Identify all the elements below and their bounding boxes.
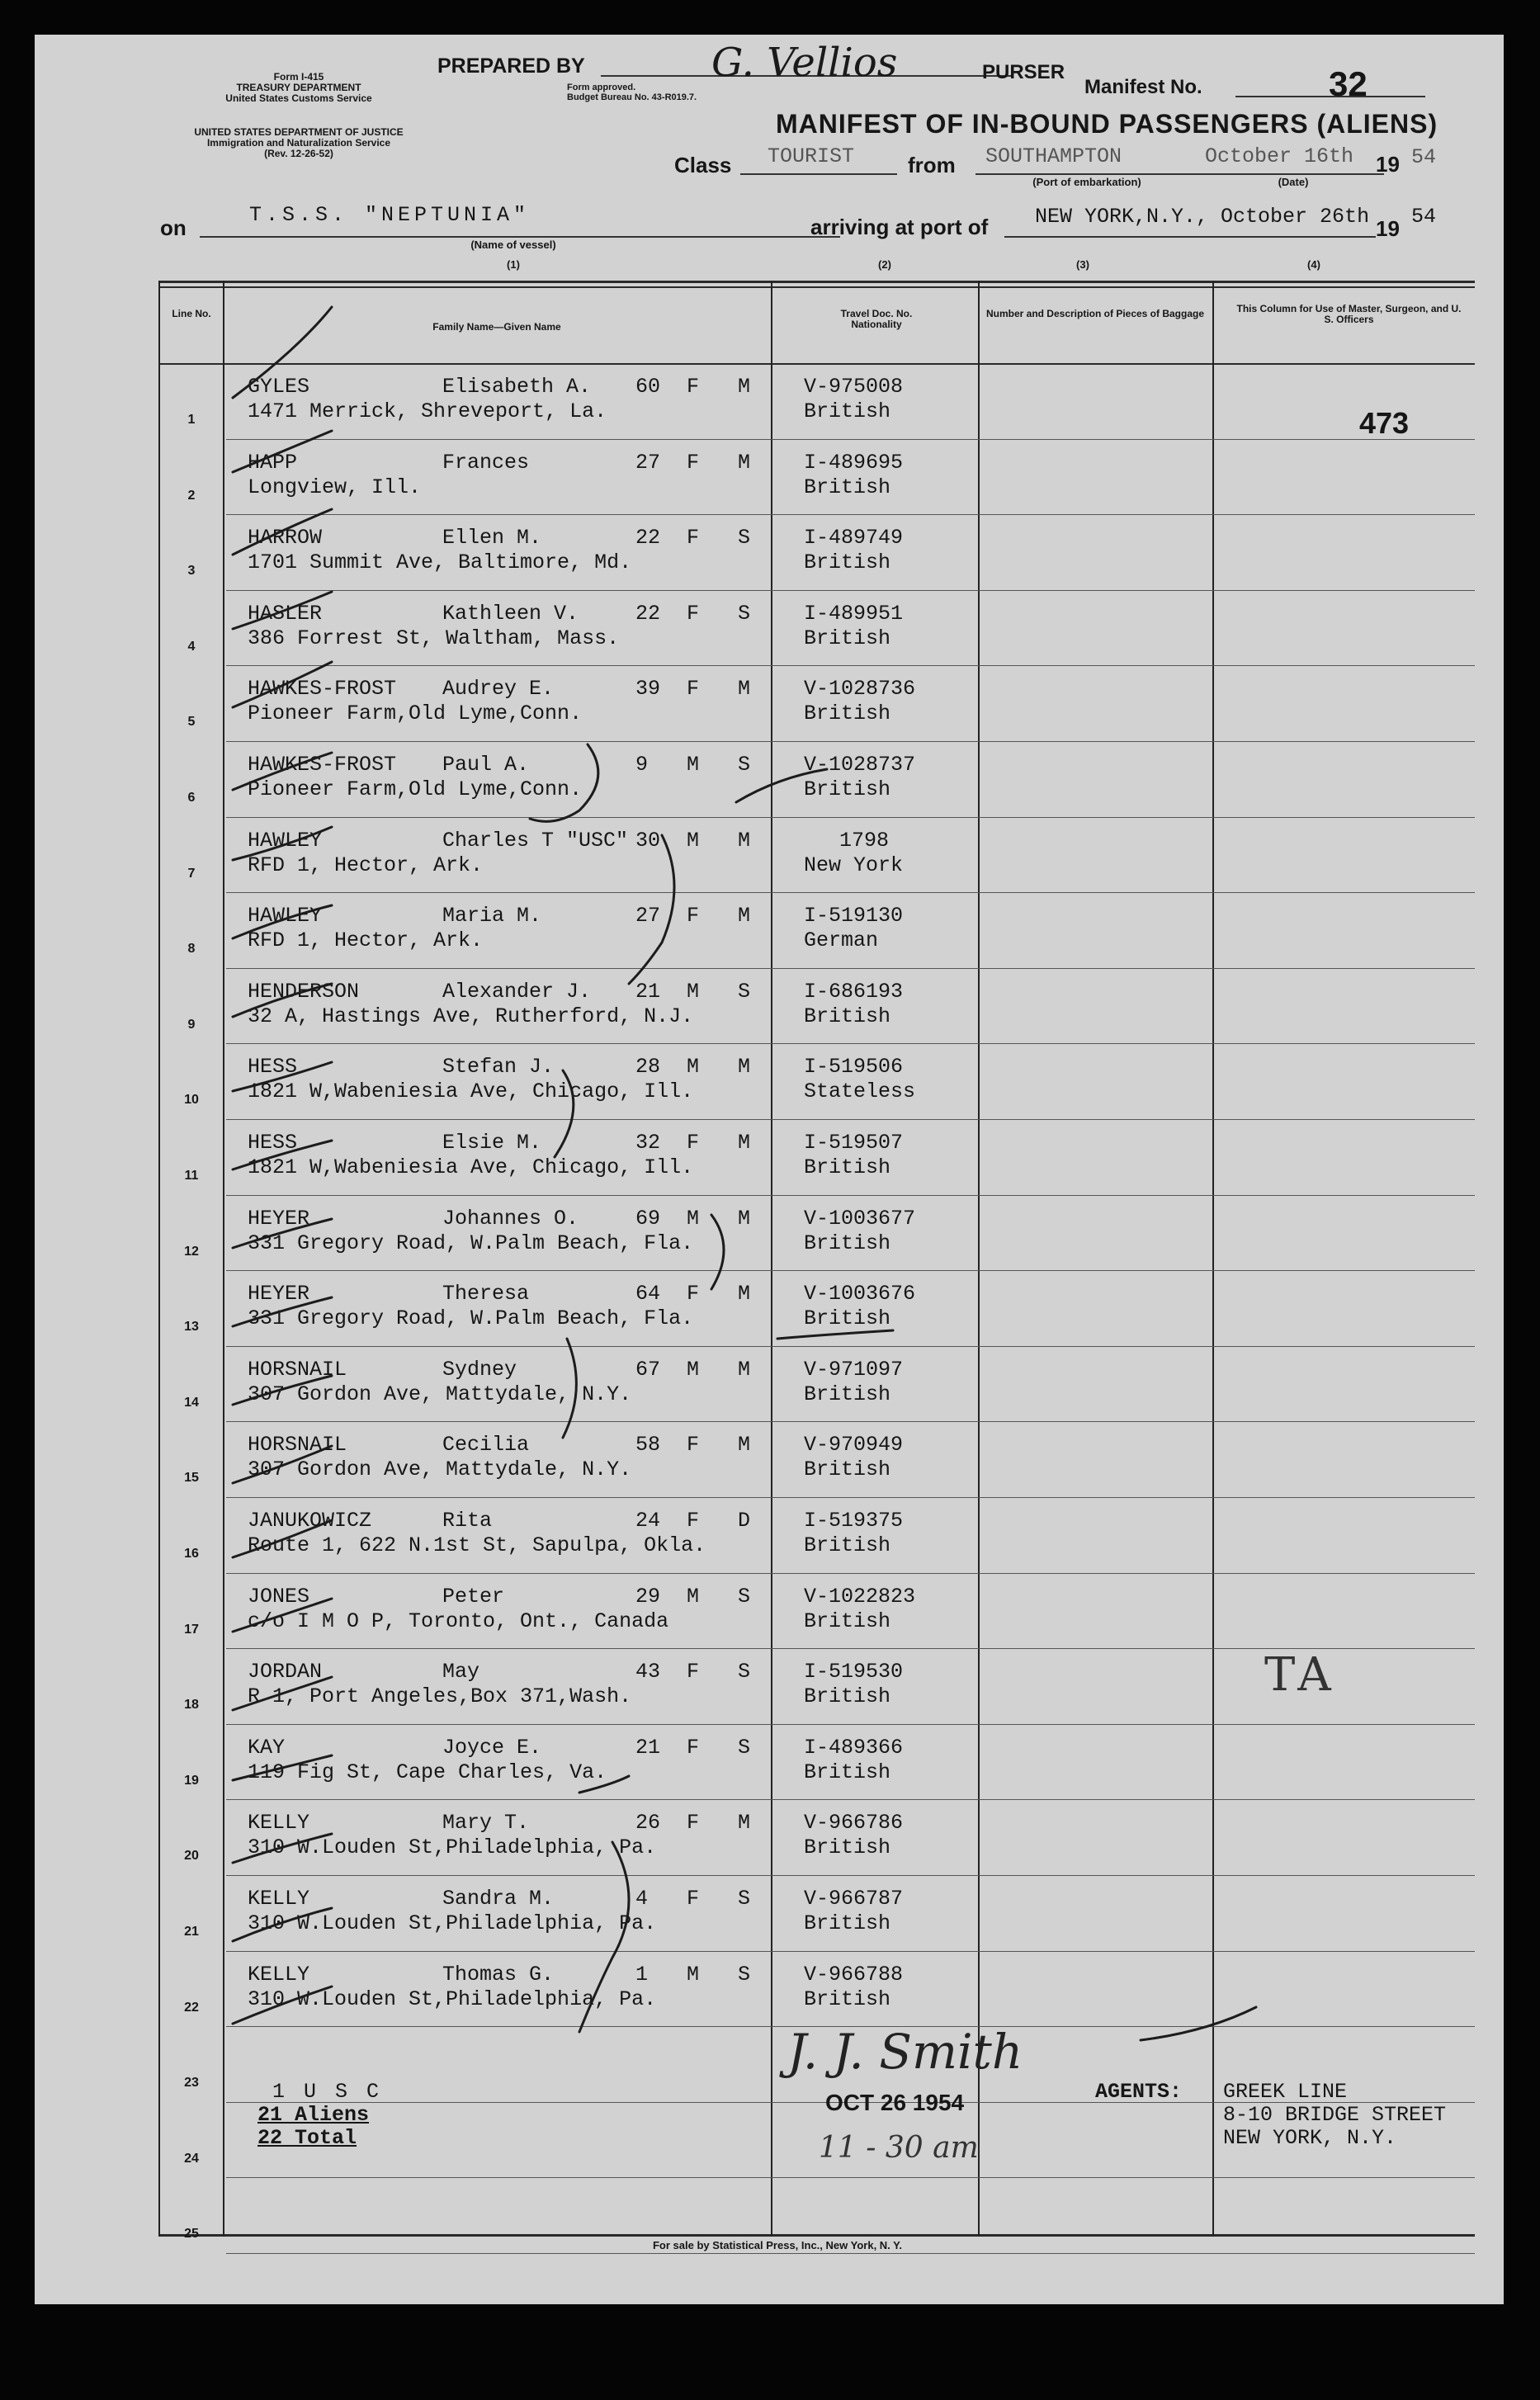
nationality: British [804, 475, 891, 499]
col-header-name: Family Name—Given Name [432, 321, 561, 333]
line-number: 17 [184, 1622, 199, 1637]
address: c/o I M O P, Toronto, Ont., Canada [248, 1609, 669, 1633]
from-label: from [908, 153, 956, 177]
col-marker-2: (2) [878, 258, 891, 271]
age: 30 [635, 828, 661, 853]
agents-label: AGENTS: [1095, 2080, 1183, 2104]
address: R 1, Port Angeles,Box 371,Wash. [248, 1684, 632, 1709]
vessel-caption: (Name of vessel) [470, 239, 556, 251]
travel-doc-number: V-966786 [804, 1811, 904, 1835]
col-marker-1: (1) [507, 258, 520, 271]
sex: F [687, 1811, 700, 1835]
given-name: Alexander J. [442, 979, 592, 1004]
age: 1 [635, 1962, 649, 1987]
marital-status: M [738, 1357, 751, 1382]
family-name: HAWLEY [248, 904, 323, 928]
marital-status: D [738, 1509, 751, 1533]
sex: F [687, 1887, 700, 1911]
travel-doc-number: V-1022823 [804, 1584, 916, 1609]
arriving-label: arriving at port of [810, 215, 989, 239]
age: 32 [635, 1131, 661, 1155]
family-name: HORSNAIL [248, 1433, 347, 1457]
given-name: Thomas G. [442, 1962, 555, 1987]
nationality: British [804, 1231, 891, 1255]
address: Pioneer Farm,Old Lyme,Conn. [248, 777, 583, 801]
sex: F [687, 1433, 700, 1457]
customs-service: United States Customs Service [225, 92, 372, 104]
age: 26 [635, 1811, 661, 1835]
manifest-number: 32 [1329, 64, 1368, 103]
given-name: Sydney [442, 1357, 517, 1382]
travel-doc-number: V-966787 [804, 1887, 904, 1911]
vessel-name: T.S.S. "NEPTUNIA" [249, 203, 531, 227]
col-header-baggage: Number and Description of Pieces of Baggage [985, 308, 1205, 319]
arrival-time-note: 11 - 30 am [819, 2131, 979, 2165]
nationality: British [804, 777, 891, 801]
age: 21 [635, 979, 661, 1004]
line-number: 22 [184, 2000, 199, 2015]
nationality: British [804, 1684, 891, 1709]
form-number: Form I-415 [273, 71, 324, 83]
sex: M [687, 1962, 700, 1987]
family-name: HAPP [248, 450, 298, 475]
summary-total: 22 Total [257, 2126, 357, 2150]
given-name: Sandra M. [442, 1887, 555, 1911]
sex: M [687, 979, 700, 1004]
agents-line-3: NEW YORK, N.Y. [1223, 2126, 1397, 2150]
marital-status: M [738, 1811, 751, 1835]
address: 310 W.Louden St,Philadelphia, Pa. [248, 1987, 657, 2011]
marital-status: S [738, 1660, 751, 1684]
address: 119 Fig St, Cape Charles, Va. [248, 1760, 607, 1784]
line-number: 24 [184, 2151, 199, 2166]
nationality: British [804, 550, 891, 575]
age: 43 [635, 1660, 661, 1684]
given-name: Paul A. [442, 753, 530, 777]
nationality: British [804, 1004, 891, 1028]
sex: F [687, 904, 700, 928]
year-prefix: 19 [1376, 152, 1400, 177]
given-name: Ellen M. [442, 526, 542, 550]
class-value: TOURIST [768, 144, 855, 168]
arrival-year-prefix: 19 [1376, 216, 1400, 241]
officer-note-ta: TA [1264, 1648, 1336, 1702]
sex: F [687, 1282, 700, 1306]
line-number: 14 [184, 1395, 199, 1410]
treasury-dept: TREASURY DEPARTMENT [236, 82, 361, 93]
address: Longview, Ill. [248, 475, 422, 499]
embarkation-year: 54 [1411, 145, 1437, 169]
sex: M [687, 1357, 700, 1382]
agents-line-1: GREEK LINE [1223, 2080, 1348, 2104]
sex: F [687, 1735, 700, 1760]
line-number: 23 [184, 2076, 199, 2091]
line-number: 25 [184, 2227, 199, 2242]
nationality: British [804, 1987, 891, 2011]
age: 64 [635, 1282, 661, 1306]
address: 32 A, Hastings Ave, Rutherford, N.J. [248, 1004, 694, 1028]
arrival-year: 54 [1411, 205, 1437, 229]
marital-status: M [738, 828, 751, 853]
sex: F [687, 601, 700, 626]
family-name: HESS [248, 1055, 298, 1080]
nationality: British [804, 626, 891, 650]
family-name: KELLY [248, 1962, 310, 1987]
family-name: GYLES [248, 375, 310, 399]
sex: F [687, 526, 700, 550]
purser-label: PURSER [982, 61, 1065, 83]
marital-status: S [738, 1887, 751, 1911]
address: 307 Gordon Ave, Mattydale, N.Y. [248, 1457, 632, 1482]
travel-doc-number: I-489695 [804, 450, 904, 475]
marital-status: S [738, 526, 751, 550]
nationality: British [804, 1533, 891, 1557]
family-name: JANUKOWICZ [248, 1509, 372, 1533]
budget-bureau: Budget Bureau No. 43-R019.7. [567, 92, 697, 102]
marital-status: S [738, 979, 751, 1004]
address: 1821 W,Wabeniesia Ave, Chicago, Ill. [248, 1080, 694, 1104]
family-name: HORSNAIL [248, 1357, 347, 1382]
age: 24 [635, 1509, 661, 1533]
family-name: HEYER [248, 1206, 310, 1231]
line-number: 12 [184, 1244, 199, 1259]
age: 69 [635, 1206, 661, 1231]
travel-doc-number: V-1028736 [804, 677, 916, 702]
family-name: KAY [248, 1735, 286, 1760]
marital-status: M [738, 1206, 751, 1231]
address: 310 W.Louden St,Philadelphia, Pa. [248, 1835, 657, 1860]
nationality: British [804, 1155, 891, 1179]
manifest-no-label: Manifest No. [1084, 76, 1202, 98]
nationality: British [804, 1609, 891, 1633]
address: 331 Gregory Road, W.Palm Beach, Fla. [248, 1306, 694, 1331]
officer-note-473: 473 [1359, 406, 1410, 440]
col-marker-3: (3) [1076, 258, 1089, 271]
age: 27 [635, 904, 661, 928]
family-name: KELLY [248, 1811, 310, 1835]
line-number: 20 [184, 1849, 199, 1864]
age: 58 [635, 1433, 661, 1457]
col-header-line-no: Line No. [172, 308, 211, 319]
family-name: KELLY [248, 1887, 310, 1911]
travel-doc-number: V-966788 [804, 1962, 904, 1987]
sex: F [687, 1660, 700, 1684]
form-approved: Form approved. [567, 83, 636, 92]
family-name: JORDAN [248, 1660, 323, 1684]
purser-signature: G. Vellios [711, 40, 898, 86]
line-number: 8 [187, 942, 196, 957]
address: 310 W.Louden St,Philadelphia, Pa. [248, 1911, 657, 1935]
nationality: British [804, 1457, 891, 1482]
line-number: 6 [187, 791, 196, 805]
marital-status: M [738, 677, 751, 702]
given-name: Frances [442, 450, 530, 475]
sex: F [687, 450, 700, 475]
given-name: Stefan J. [442, 1055, 555, 1080]
given-name: Theresa [442, 1282, 530, 1306]
address: 1701 Summit Ave, Baltimore, Md. [248, 550, 632, 575]
line-number: 3 [187, 564, 196, 579]
travel-doc-number: V-1003677 [804, 1206, 916, 1231]
given-name: Charles T "USC" [442, 828, 629, 853]
nationality: British [804, 1911, 891, 1935]
col-header-travel-doc: Travel Doc. No. Nationality [840, 308, 913, 330]
age: 29 [635, 1584, 661, 1609]
line-number: 11 [184, 1169, 199, 1183]
line-number: 18 [184, 1698, 199, 1713]
manifest-sheet [35, 35, 1504, 2304]
line-number: 2 [187, 488, 196, 503]
family-name: HENDERSON [248, 979, 360, 1004]
on-label: on [160, 215, 187, 240]
manifest-title: MANIFEST OF IN-BOUND PASSENGERS (ALIENS) [776, 109, 1438, 139]
given-name: Cecilia [442, 1433, 530, 1457]
sex: M [687, 1055, 700, 1080]
age: 39 [635, 677, 661, 702]
address: Pioneer Farm,Old Lyme,Conn. [248, 702, 583, 726]
travel-doc-number: V-975008 [804, 375, 904, 399]
address: 386 Forrest St, Waltham, Mass. [248, 626, 620, 650]
given-name: Maria M. [442, 904, 542, 928]
line-number: 13 [184, 1320, 199, 1335]
inspector-signature: J. J. Smith [787, 2024, 1023, 2080]
marital-status: S [738, 1735, 751, 1760]
printer-imprint: For sale by Statistical Press, Inc., New York, N. Y. [652, 2239, 903, 2251]
marital-status: S [738, 1962, 751, 1987]
marital-status: S [738, 753, 751, 777]
nationality: German [804, 928, 879, 953]
given-name: May [442, 1660, 480, 1684]
date-caption: (Date) [1278, 176, 1309, 188]
nationality: British [804, 1760, 891, 1784]
family-name: JONES [248, 1584, 310, 1609]
nationality: New York [804, 853, 904, 877]
address: 331 Gregory Road, W.Palm Beach, Fla. [248, 1231, 694, 1255]
given-name: Elsie M. [442, 1131, 542, 1155]
age: 22 [635, 526, 661, 550]
travel-doc-number: I-489749 [804, 526, 904, 550]
age: 67 [635, 1357, 661, 1382]
family-name: HAWLEY [248, 828, 323, 853]
age: 21 [635, 1735, 661, 1760]
marital-status: M [738, 904, 751, 928]
justice-dept: UNITED STATES DEPARTMENT OF JUSTICE [194, 126, 404, 138]
age: 27 [635, 450, 661, 475]
port-caption: (Port of embarkation) [1032, 176, 1141, 188]
port-of-embarkation: SOUTHAMPTON [985, 144, 1122, 168]
travel-doc-number: 1798 [839, 828, 890, 853]
age: 9 [635, 753, 649, 777]
family-name: HAWKES-FROST [248, 677, 397, 702]
travel-doc-number: I-686193 [804, 979, 904, 1004]
immigration-service: Immigration and Naturalization Service [206, 137, 391, 149]
line-number: 7 [187, 866, 196, 881]
prepared-by-label: PREPARED BY [437, 54, 585, 78]
family-name: HESS [248, 1131, 298, 1155]
summary-usc: 1 U S C [272, 2080, 383, 2104]
family-name: HEYER [248, 1282, 310, 1306]
sex: F [687, 1131, 700, 1155]
arrival-port-date: NEW YORK,N.Y., October 26th [1035, 205, 1370, 229]
address: 1821 W,Wabeniesia Ave, Chicago, Ill. [248, 1155, 694, 1179]
given-name: Audrey E. [442, 677, 555, 702]
travel-doc-number: V-1028737 [804, 753, 916, 777]
travel-doc-number: V-1003676 [804, 1282, 916, 1306]
form-revision: (Rev. 12-26-52) [264, 148, 333, 159]
nationality: British [804, 1835, 891, 1860]
line-number: 9 [187, 1017, 196, 1032]
agents-line-2: 8-10 BRIDGE STREET [1223, 2103, 1447, 2127]
given-name: Johannes O. [442, 1206, 579, 1231]
sex: M [687, 828, 700, 853]
marital-status: M [738, 1055, 751, 1080]
given-name: Kathleen V. [442, 601, 579, 626]
travel-doc-number: I-489366 [804, 1735, 904, 1760]
sex: M [687, 1584, 700, 1609]
sex: M [687, 753, 700, 777]
line-number: 5 [187, 715, 196, 730]
given-name: Elisabeth A. [442, 375, 592, 399]
travel-doc-number: I-519530 [804, 1660, 904, 1684]
age: 28 [635, 1055, 661, 1080]
col-header-officers: This Column for Use of Master, Surgeon, and U. S. Officers [1236, 303, 1462, 325]
nationality: British [804, 399, 891, 423]
address: Route 1, 622 N.1st St, Sapulpa, Okla. [248, 1533, 706, 1557]
age: 4 [635, 1887, 649, 1911]
line-number: 21 [184, 1925, 199, 1939]
family-name: HAWKES-FROST [248, 753, 397, 777]
travel-doc-number: I-489951 [804, 601, 904, 626]
line-number: 1 [187, 413, 196, 427]
nationality: British [804, 1306, 891, 1331]
marital-status: S [738, 1584, 751, 1609]
col-marker-4: (4) [1307, 258, 1320, 271]
sex: F [687, 677, 700, 702]
line-number: 4 [187, 639, 196, 654]
line-number: 16 [184, 1547, 199, 1561]
family-name: HARROW [248, 526, 323, 550]
given-name: Joyce E. [442, 1735, 542, 1760]
marital-status: M [738, 450, 751, 475]
class-label: Class [674, 153, 732, 177]
marital-status: S [738, 601, 751, 626]
embarkation-date: October 16th [1205, 144, 1354, 168]
travel-doc-number: V-971097 [804, 1357, 904, 1382]
address: RFD 1, Hector, Ark. [248, 853, 484, 877]
travel-doc-number: I-519507 [804, 1131, 904, 1155]
line-number: 19 [184, 1773, 199, 1788]
given-name: Mary T. [442, 1811, 530, 1835]
address: 307 Gordon Ave, Mattydale, N.Y. [248, 1382, 632, 1406]
nationality: British [804, 702, 891, 726]
line-number: 15 [184, 1471, 199, 1486]
address: RFD 1, Hector, Ark. [248, 928, 484, 953]
given-name: Rita [442, 1509, 493, 1533]
travel-doc-number: I-519130 [804, 904, 904, 928]
travel-doc-number: I-519375 [804, 1509, 904, 1533]
line-number: 10 [184, 1093, 199, 1108]
nationality: British [804, 1382, 891, 1406]
handwritten-check-marks [35, 35, 1504, 2304]
given-name: Peter [442, 1584, 505, 1609]
family-name: HASLER [248, 601, 323, 626]
arrival-stamp-date: OCT 26 1954 [825, 2090, 965, 2115]
sex: F [687, 375, 700, 399]
sex: M [687, 1206, 700, 1231]
marital-status: M [738, 1131, 751, 1155]
summary-aliens: 21 Aliens [257, 2103, 370, 2127]
marital-status: M [738, 1282, 751, 1306]
age: 22 [635, 601, 661, 626]
marital-status: M [738, 1433, 751, 1457]
marital-status: M [738, 375, 751, 399]
sex: F [687, 1509, 700, 1533]
age: 60 [635, 375, 661, 399]
travel-doc-number: V-970949 [804, 1433, 904, 1457]
travel-doc-number: I-519506 [804, 1055, 904, 1080]
address: 1471 Merrick, Shreveport, La. [248, 399, 607, 423]
nationality: Stateless [804, 1080, 916, 1104]
